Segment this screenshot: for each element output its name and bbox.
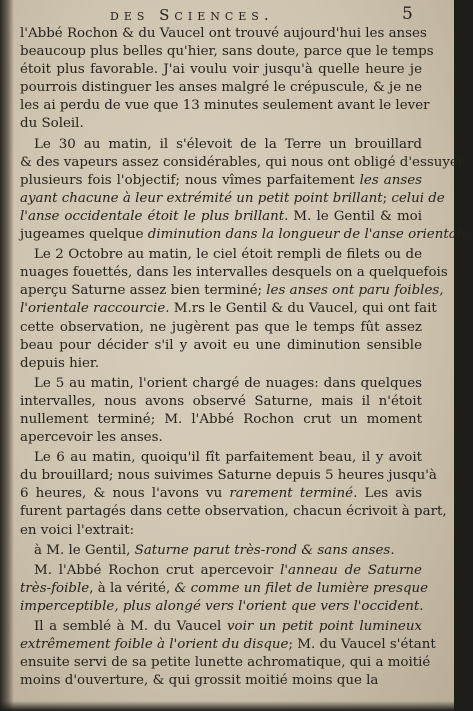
italic-phrase: les anses xyxy=(359,172,422,188)
italic-phrase: diminution dans la longueur de l'anse orientale xyxy=(147,227,469,243)
text-line xyxy=(20,300,437,318)
italic-phrase: l'anneau de Saturne xyxy=(280,562,422,578)
italic-phrase: très-foible xyxy=(20,580,90,596)
italic-phrase: l'orientale raccourcie xyxy=(20,301,166,317)
text-run: cette observation, ne jugèrent pas que le temps fût assez xyxy=(20,319,422,335)
text-run: depuis hier. xyxy=(20,355,100,371)
text-line xyxy=(20,598,422,616)
text-run: , à la vérité, xyxy=(89,580,175,596)
text-line xyxy=(20,393,422,411)
italic-phrase: rarement terminé xyxy=(229,486,354,502)
text-line xyxy=(20,562,422,580)
text-run: ensuite servi de sa petite lunette achromatique, qui a moitié xyxy=(20,655,431,671)
text-run: Le 5 au matin, l'orient chargé de nuages: dans quelques xyxy=(34,375,422,391)
text-line xyxy=(20,154,465,172)
page-number: 5 xyxy=(402,4,413,24)
italic-phrase: imperceptible, plus alongé vers l'orient que vers l'occident xyxy=(20,598,420,614)
italic-phrase: ayant chacune à leur extrémité un petit point brillant xyxy=(20,190,383,206)
text-run: intervalles, nous avons observé Saturne, mais il n'étoit xyxy=(20,393,422,409)
text-run: beau pour décider s'il y avoit eu une diminution sensible xyxy=(20,337,422,353)
text-line xyxy=(20,429,422,447)
text-line xyxy=(20,467,437,485)
text-run: & des vapeurs assez considérables, qui nous ont obligé d'essuyer xyxy=(20,154,465,170)
text-line xyxy=(20,43,434,61)
text-run: ; xyxy=(382,190,392,206)
text-run: moins d'ouverture, & qui grossit moitié moins que la xyxy=(20,673,379,689)
text-line xyxy=(20,411,422,429)
text-run: l'Abbé Rochon & du Vaucel ont trouvé aujourd'hui les anses xyxy=(20,26,427,41)
text-line xyxy=(20,355,422,373)
text-run: pourrois distinguer les anses malgré le crépuscule, & je ne xyxy=(20,80,422,96)
text-line xyxy=(20,485,422,503)
text-run: à M. le Gentil, xyxy=(34,542,135,558)
text-run: furent partagés dans cette observation, chacun écrivoit à part, xyxy=(20,504,447,520)
text-line xyxy=(20,503,447,521)
text-run: . xyxy=(468,227,473,243)
italic-phrase: voir un petit point lumineux xyxy=(226,619,422,634)
text-line xyxy=(20,337,422,355)
text-run: . M.rs le Gentil & du Vaucel, qui ont fait xyxy=(165,301,437,317)
text-run: apercevoir les anses. xyxy=(20,430,163,446)
text-line xyxy=(20,97,430,115)
text-run: du brouillard; nous suivimes Saturne depuis 5 heures jusqu'à xyxy=(20,468,437,484)
text-line xyxy=(20,79,422,97)
running-title: des Sciences. xyxy=(110,6,274,24)
text-run: ; M. du Vaucel s'étant xyxy=(288,637,436,653)
body-text xyxy=(20,25,473,690)
text-line xyxy=(20,636,436,654)
italic-phrase: les anses ont paru foibles, xyxy=(266,283,444,299)
text-line xyxy=(20,319,422,337)
text-run: du Soleil. xyxy=(20,116,84,132)
text-line xyxy=(20,136,422,154)
text-line xyxy=(20,172,422,190)
text-line xyxy=(20,282,444,300)
text-run: plusieurs fois l'objectif; nous vîmes parfaitement xyxy=(20,172,360,188)
text-run: en voici l'extrait: xyxy=(20,522,135,538)
binding-gutter xyxy=(0,0,14,711)
text-run: . M. le Gentil & moi xyxy=(284,208,422,224)
text-line xyxy=(20,115,422,133)
italic-phrase: Saturne parut très-rond & sans anses xyxy=(134,542,391,558)
italic-phrase: celui de xyxy=(391,190,445,206)
text-run: M. l'Abbé Rochon crut apercevoir xyxy=(34,562,281,578)
text-run: Le 2 Octobre au matin, le ciel étoit rempli de filets ou de xyxy=(34,247,422,263)
italic-phrase: & comme un filet de lumière presque xyxy=(174,580,429,596)
text-run: . xyxy=(390,542,395,558)
text-line xyxy=(20,226,473,244)
text-run: aperçu Saturne assez bien terminé; xyxy=(20,283,267,299)
text-line xyxy=(20,208,422,226)
text-line xyxy=(20,618,422,636)
text-run: . Les avis xyxy=(353,486,422,502)
text-line xyxy=(20,449,422,467)
text-line xyxy=(20,542,422,560)
text-run: nullement terminé; M. l'Abbé Rochon crut un moment xyxy=(20,411,422,427)
text-run: nuages fouettés, dans les intervalles desquels on a quelquefois xyxy=(20,265,448,281)
text-line xyxy=(20,375,422,393)
text-run: les ai perdu de vue que 13 minutes seulement avant le lever xyxy=(20,98,430,114)
text-run: Le 6 au matin, quoiqu'il fît parfaitement beau, il y avoit xyxy=(34,450,422,466)
text-line xyxy=(20,190,445,208)
text-line xyxy=(20,264,448,282)
text-run: Le 30 au matin, il s'élevoit de la Terre un brouillard xyxy=(34,136,422,152)
page-bottom-edge xyxy=(0,701,454,711)
italic-phrase: extrêmement foible à l'orient du disque xyxy=(20,637,289,653)
text-line xyxy=(20,61,422,79)
text-run: beaucoup plus belles qu'hier, sans doute, parce que le temps xyxy=(20,44,434,60)
text-line xyxy=(20,580,429,598)
running-head xyxy=(0,0,454,28)
text-line xyxy=(20,25,427,43)
text-run: étoit plus favorable. J'ai voulu voir jusqu'à quelle heure je xyxy=(20,62,422,78)
italic-phrase: l'anse occidentale étoit le plus brillant xyxy=(20,208,285,224)
text-run: Il a semblé à M. du Vaucel xyxy=(34,619,227,634)
text-line xyxy=(20,522,422,540)
text-line xyxy=(20,672,422,690)
text-run: . xyxy=(419,598,424,614)
text-run: jugeames quelque xyxy=(20,227,148,243)
text-line xyxy=(20,654,431,672)
text-run: 6 heures, & nous l'avons vu xyxy=(20,486,230,502)
text-line xyxy=(20,246,422,264)
